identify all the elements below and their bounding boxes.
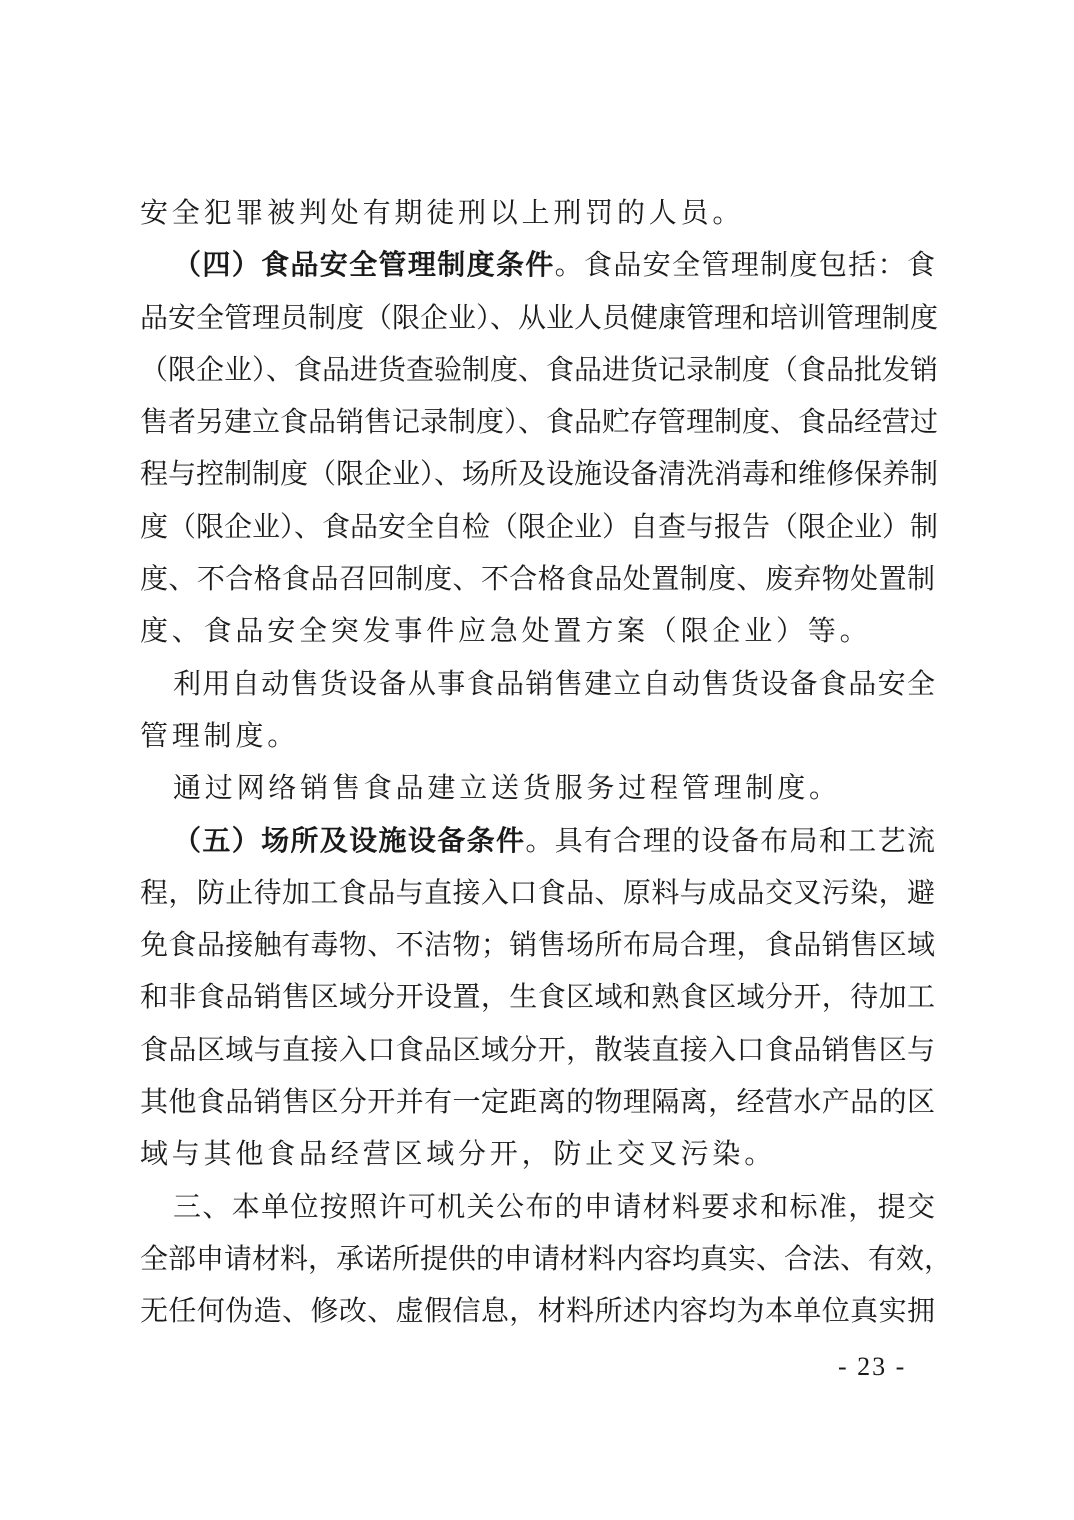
text-line	[140, 658, 935, 710]
text-line	[140, 919, 935, 971]
text-line	[140, 501, 939, 553]
text-line	[140, 867, 935, 919]
line-text: 无任何伪造、修改、虚假信息，材料所述内容均为本单位真实拥	[140, 1294, 935, 1328]
text-line	[140, 187, 935, 239]
text-line	[140, 292, 939, 344]
text-line	[140, 553, 935, 605]
page-number: - 23 -	[838, 1352, 907, 1381]
line-text: 售者另建立食品销售记录制度）、食品贮存管理制度、食品经营过	[140, 405, 939, 439]
text-line	[140, 815, 935, 867]
text-line	[140, 239, 935, 291]
text-line	[140, 448, 939, 500]
line-text: 程与控制制度（限企业）、场所及设施设备清洗消毒和维修保养制	[140, 457, 939, 491]
line-text: 通过网络销售食品建立送货服务过程管理制度。	[173, 771, 841, 805]
line-text: 。食品安全管理制度包括：食	[554, 248, 935, 282]
line-text: 食品区域与直接入口食品区域分开，散装直接入口食品销售区与	[140, 1032, 935, 1066]
line-text: 三、本单位按照许可机关公布的申请材料要求和标准，提交	[173, 1189, 935, 1223]
text-line	[140, 1024, 935, 1076]
line-text: （限企业）、食品进货查验制度、食品进货记录制度（食品批发销	[140, 352, 939, 386]
text-line	[140, 605, 935, 657]
text-line	[140, 344, 939, 396]
text-line	[140, 971, 935, 1023]
text-line	[140, 1181, 935, 1233]
line-text: 度（限企业）、食品安全自检（限企业）自查与报告（限企业）制	[140, 509, 939, 543]
line-text: 管理制度。	[140, 718, 300, 752]
text-line	[140, 710, 935, 762]
line-text: 程，防止待加工食品与直接入口食品、原料与成品交叉污染，避	[140, 875, 935, 909]
line-text: 域与其他食品经营区域分开，防止交叉污染。	[140, 1137, 777, 1171]
line-text: 和非食品销售区域分开设置，生食区域和熟食区域分开，待加工	[140, 980, 935, 1014]
section-heading: （四）食品安全管理制度条件	[173, 248, 555, 282]
text-line	[140, 1233, 953, 1285]
text-line	[140, 396, 939, 448]
line-text: 其他食品销售区分开并有一定距离的物理隔离，经营水产品的区	[140, 1085, 935, 1119]
line-text: 。具有合理的设备布局和工艺流	[525, 823, 935, 857]
line-text: 利用自动售货设备从事食品销售建立自动售货设备食品安全	[173, 666, 935, 700]
document-body	[140, 187, 953, 1338]
line-text: 度、不合格食品召回制度、不合格食品处置制度、废弃物处置制	[140, 562, 935, 596]
text-line	[140, 1076, 935, 1128]
section-heading: （五）场所及设施设备条件	[173, 823, 526, 857]
line-text: 安全犯罪被判处有期徒刑以上刑罚的人员。	[140, 196, 745, 229]
line-text: 品安全管理员制度（限企业）、从业人员健康管理和培训管理制度	[140, 300, 939, 334]
text-line	[140, 1285, 935, 1337]
text-line	[140, 762, 935, 814]
line-text: 度、食品安全突发事件应急处置方案（限企业）等。	[140, 614, 872, 648]
line-text: 免食品接触有毒物、不洁物；销售场所布局合理，食品销售区域	[140, 928, 935, 962]
line-text: 全部申请材料，承诺所提供的申请材料内容均真实、合法、有效，	[140, 1241, 953, 1275]
text-line	[140, 1128, 935, 1180]
